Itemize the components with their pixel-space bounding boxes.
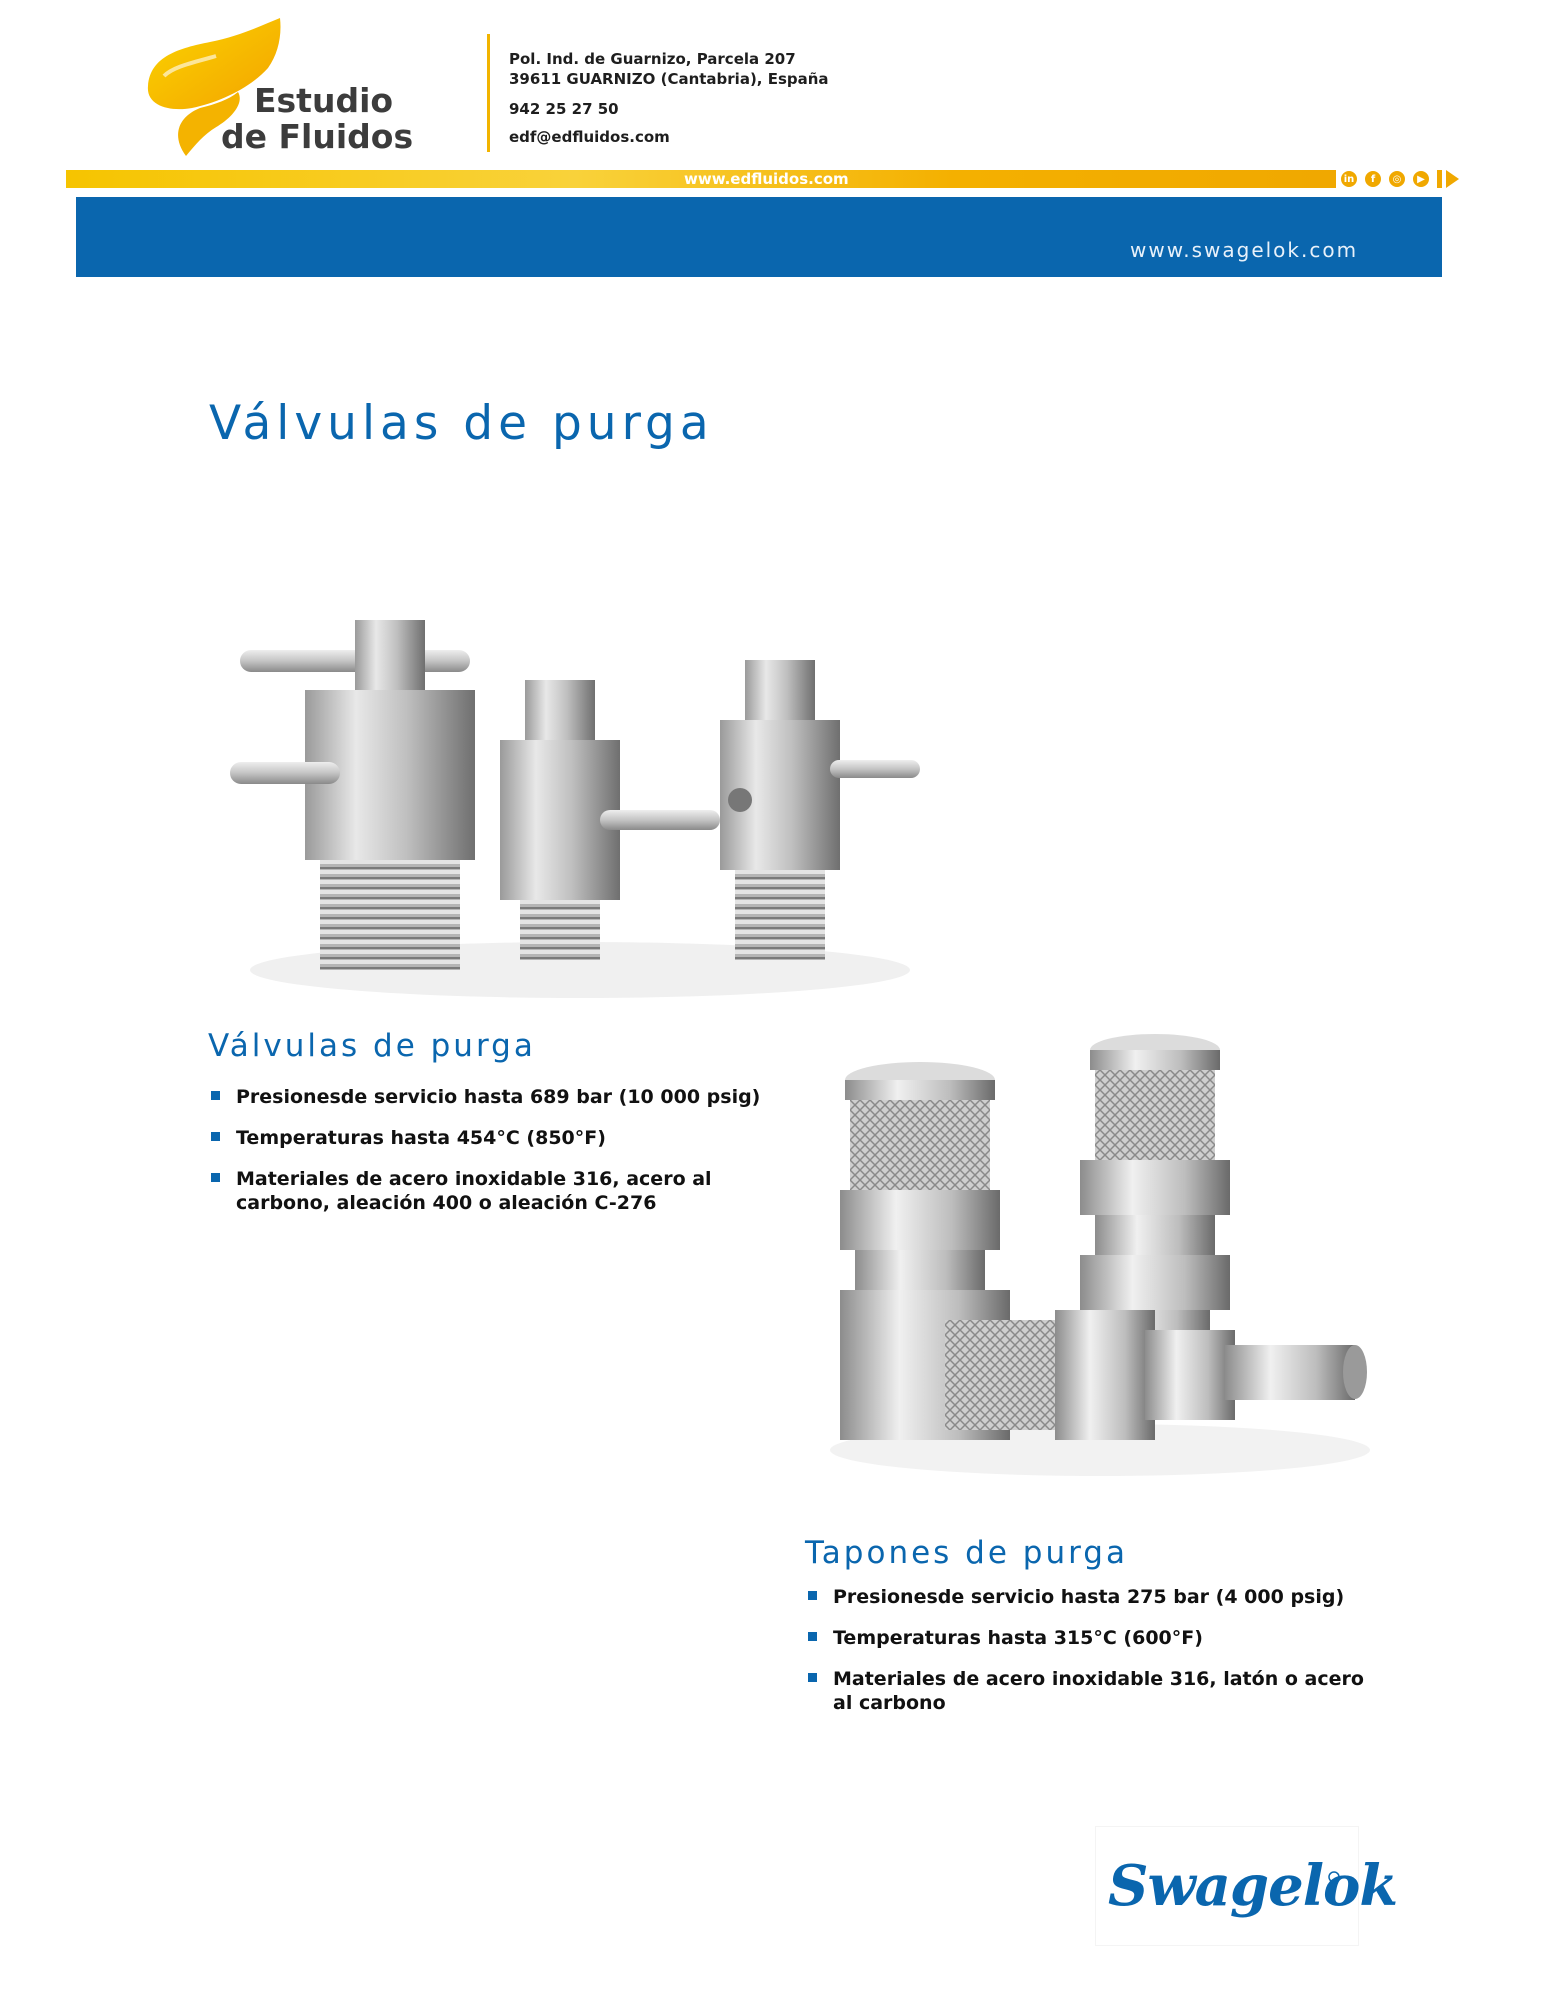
bleed-valves-features xyxy=(208,1085,768,1232)
svg-text:Swagelok: Swagelok xyxy=(1108,1853,1398,1919)
bullet-icon xyxy=(211,1173,220,1182)
header xyxy=(0,0,1545,200)
linkedin-icon[interactable]: in xyxy=(1339,169,1359,189)
list-item xyxy=(805,1667,1365,1715)
swagelok-logo-wordmark xyxy=(1096,1827,1398,1945)
instagram-icon[interactable]: ◎ xyxy=(1387,169,1407,189)
list-item-text: Materiales de acero inoxidable 316, latón o acero al carbono xyxy=(833,1668,1364,1714)
swagelok-banner xyxy=(76,197,1442,277)
swagelok-website-link[interactable]: www.swagelok.com xyxy=(1130,238,1359,262)
section-heading-vent-plugs: Tapones de purga xyxy=(805,1535,1128,1571)
vent-plugs-features xyxy=(805,1585,1365,1732)
list-item-text: Presionesde servicio hasta 275 bar (4 000 psig) xyxy=(833,1586,1345,1608)
logo-text-line2: de Fluidos xyxy=(221,117,414,156)
vent-plugs-photo xyxy=(800,1030,1380,1490)
list-item-text: Presionesde servicio hasta 689 bar (10 000 psig) xyxy=(236,1086,761,1108)
list-item-text: Temperaturas hasta 315°C (600°F) xyxy=(833,1627,1203,1649)
address-line-1: Pol. Ind. de Guarnizo, Parcela 207 xyxy=(509,50,796,68)
list-item xyxy=(208,1085,768,1109)
facebook-icon[interactable]: f xyxy=(1363,169,1383,189)
list-item xyxy=(805,1626,1365,1650)
bullet-icon xyxy=(211,1091,220,1100)
arrow-icon xyxy=(1437,169,1463,189)
youtube-icon[interactable]: ▶ xyxy=(1411,169,1431,189)
page-title: Válvulas de purga xyxy=(209,396,714,451)
swagelok-logo xyxy=(1095,1826,1398,1946)
bullet-icon xyxy=(808,1591,817,1600)
bleed-valves-photo xyxy=(220,610,940,1010)
phone-number: 942 25 27 50 xyxy=(509,100,619,118)
bullet-icon xyxy=(211,1132,220,1141)
section-heading-bleed-valves: Válvulas de purga xyxy=(208,1028,536,1064)
email-link[interactable]: edf@edfluidos.com xyxy=(509,128,670,146)
edf-website-link[interactable]: www.edfluidos.com xyxy=(684,170,849,188)
bullet-icon xyxy=(808,1632,817,1641)
list-item xyxy=(208,1126,768,1150)
logo-text-line1: Estudio xyxy=(254,81,394,120)
list-item xyxy=(805,1585,1365,1609)
list-item xyxy=(208,1167,768,1215)
list-item-text: Temperaturas hasta 454°C (850°F) xyxy=(236,1127,606,1149)
address-line-2: 39611 GUARNIZO (Cantabria), España xyxy=(509,70,829,88)
header-divider xyxy=(487,34,490,152)
bullet-icon xyxy=(808,1673,817,1682)
list-item-text: Materiales de acero inoxidable 316, acero al carbono, aleación 400 o aleación C-276 xyxy=(236,1168,712,1214)
